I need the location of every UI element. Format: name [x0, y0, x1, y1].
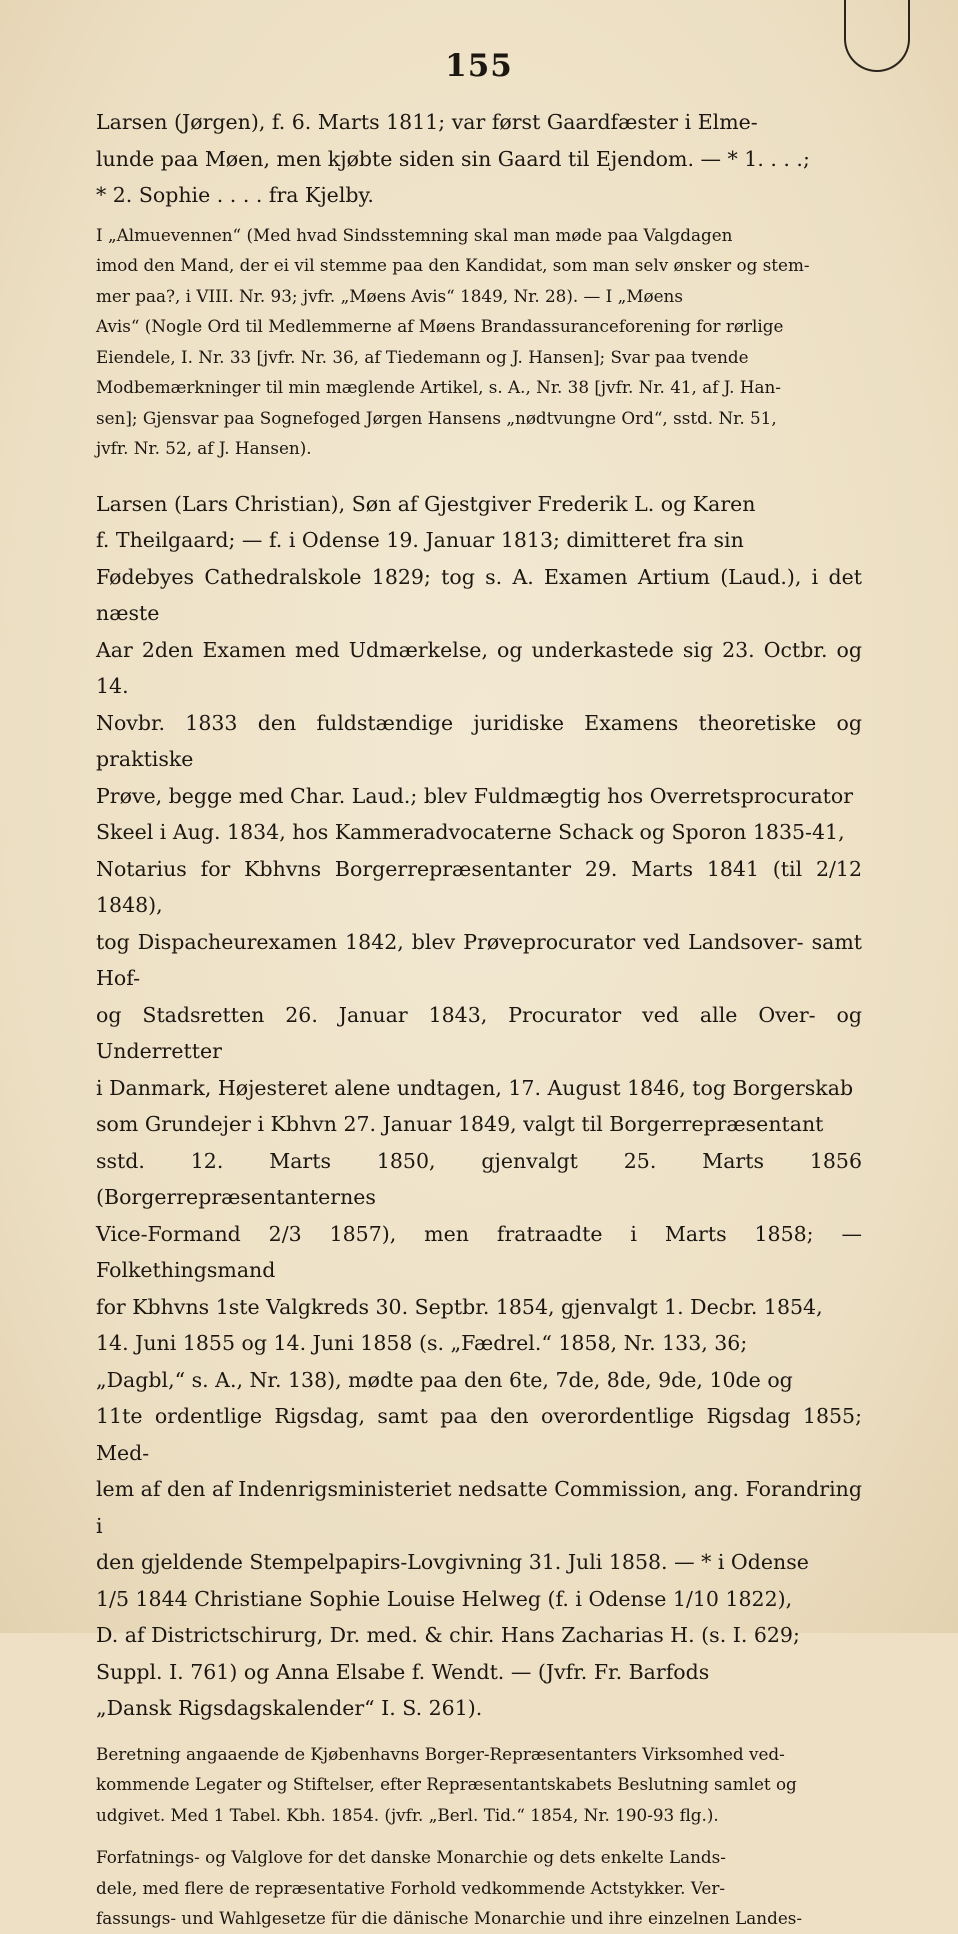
entry-line: f. Theilgaard; — f. i Odense 19. Januar 1813; dimitteret fra sin [96, 528, 744, 552]
entry-line: Larsen (Jørgen), f. 6. Marts 1811; var først Gaardfæster i Elme- [96, 110, 758, 134]
reference-line: imod den Mand, der ei vil stemme paa den Kandidat, som man selv ønsker og stem- [96, 255, 810, 275]
entry-line: 14. Juni 1855 og 14. Juni 1858 (s. „Fædrel.“ 1858, Nr. 133, 36; [96, 1331, 748, 1355]
entry-line: for Kbhvns 1ste Valgkreds 30. Septbr. 1854, gjenvalgt 1. Decbr. 1854, [96, 1294, 823, 1319]
entry-line: „Dagbl,“ s. A., Nr. 138), mødte paa den 6te, 7de, 8de, 9de, 10de og [96, 1367, 793, 1392]
entry-line: som Grundejer i Kbhvn 27. Januar 1849, valgt til Borgerrepræsentant [96, 1112, 824, 1136]
reference-line: fassungs- und Wahlgesetze für die dänische Monarchie und ihre einzelnen Landes- [96, 1908, 803, 1928]
reference-line: Beretning angaaende de Kjøbenhavns Borger-Repræsentanters Virksomhed ved- [96, 1743, 785, 1764]
reference-line: Eiendele, I. Nr. 33 [jvfr. Nr. 36, af Tiedemann og J. Hansen]; Svar paa tvende [96, 346, 749, 367]
entry-line: Suppl. I. 761) og Anna Elsabe f. Wendt. — (Jvfr. Fr. Barfods [96, 1659, 710, 1684]
reference-line: Modbemærkninger til min mæglende Artikel, s. A., Nr. 38 [jvfr. Nr. 41, af J. Han- [96, 377, 781, 397]
entry-line: Vice-Formand 2/3 1857), men fratraadte i Marts 1858; — Folkethingsmand [96, 1221, 862, 1282]
reference-line: Forfatnings- og Valglove for det danske Monarchie og dets enkelte Lands- [96, 1847, 726, 1867]
entry-line: Fødebyes Cathedralskole 1829; tog s. A. Examen Artium (Laud.), i det næste [96, 564, 862, 625]
page-content [96, 104, 862, 1934]
reference-line: Avis“ (Nogle Ord til Medlemmerne af Møens Brandassuranceforening for rørlige [96, 316, 784, 336]
entry-line: * 2. Sophie . . . . fra Kjelby. [96, 183, 374, 207]
reference-line: jvfr. Nr. 52, af J. Hansen). [96, 438, 312, 458]
entry-line: i Danmark, Højesteret alene undtagen, 17. August 1846, tog Borgerskab [96, 1075, 854, 1100]
entry-line: 1/5 1844 Christiane Sophie Louise Helweg (f. i Odense 1/10 1822), [96, 1586, 793, 1611]
entry-line: og Stadsretten 26. Januar 1843, Procurator ved alle Over- og Underretter [96, 1002, 862, 1063]
reference-line: kommende Legater og Stiftelser, efter Repræsentantskabets Beslutning samlet og [96, 1774, 797, 1794]
entry-line: tog Dispacheurexamen 1842, blev Prøveprocurator ved Landsover- samt Hof- [96, 929, 862, 990]
entry-line: Notarius for Kbhvns Borgerrepræsentanter 29. Marts 1841 (til 2/12 1848), [96, 856, 862, 917]
entry-line: „Dansk Rigsdagskalender“ I. S. 261). [96, 1696, 483, 1720]
entry-line: Novbr. 1833 den fuldstændige juridiske Examens theoretiske og praktiske [96, 710, 862, 771]
entry-line: sstd. 12. Marts 1850, gjenvalgt 25. Marts 1856 (Borgerrepræsentanternes [96, 1148, 862, 1209]
entry-line: Larsen (Lars Christian), Søn af Gjestgiver Frederik L. og Karen [96, 491, 756, 516]
references-beretning [96, 1739, 862, 1831]
entry-larsen-jorgen [96, 104, 862, 214]
reference-line: I „Almuevennen“ (Med hvad Sindsstemning skal man møde paa Valgdagen [96, 224, 733, 245]
entry-larsen-lars-christian [96, 486, 862, 1727]
entry-line: den gjeldende Stempelpapirs-Lovgivning 31. Juli 1858. — * i Odense [96, 1550, 809, 1574]
reference-line: dele, med flere de repræsentative Forhold vedkommende Actstykker. Ver- [96, 1877, 726, 1898]
reference-line: sen]; Gjensvar paa Sognefoged Jørgen Hansens „nødtvungne Ord“, sstd. Nr. 51, [96, 407, 777, 428]
reference-line: udgivet. Med 1 Tabel. Kbh. 1854. (jvfr. „Berl. Tid.“ 1854, Nr. 190-93 flg.). [96, 1804, 719, 1825]
entry-line: 11te ordentlige Rigsdag, samt paa den overordentlige Rigsdag 1855; Med- [96, 1404, 862, 1465]
entry-line: Prøve, begge med Char. Laud.; blev Fuldmægtig hos Overretsprocurator [96, 783, 854, 808]
entry-line: Skeel i Aug. 1834, hos Kammeradvocaterne Schack og Sporon 1835-41, [96, 820, 845, 844]
references-forfatningslove [96, 1842, 862, 1934]
entry-line: lem af den af Indenrigsministeriet nedsatte Commission, ang. Forandring i [96, 1477, 862, 1538]
references-larsen-jorgen [96, 220, 862, 464]
entry-line: lunde paa Møen, men kjøbte siden sin Gaard til Ejendom. — * 1. . . .; [96, 146, 810, 171]
reference-line: mer paa?, i VIII. Nr. 93; jvfr. „Møens Avis“ 1849, Nr. 28). — I „Møens [96, 285, 683, 306]
entry-line: D. af Districtschirurg, Dr. med. & chir. Hans Zacharias H. (s. I. 629; [96, 1623, 800, 1647]
page-number: 155 [445, 48, 513, 84]
entry-line: Aar 2den Examen med Udmærkelse, og underkastede sig 23. Octbr. og 14. [96, 637, 862, 698]
